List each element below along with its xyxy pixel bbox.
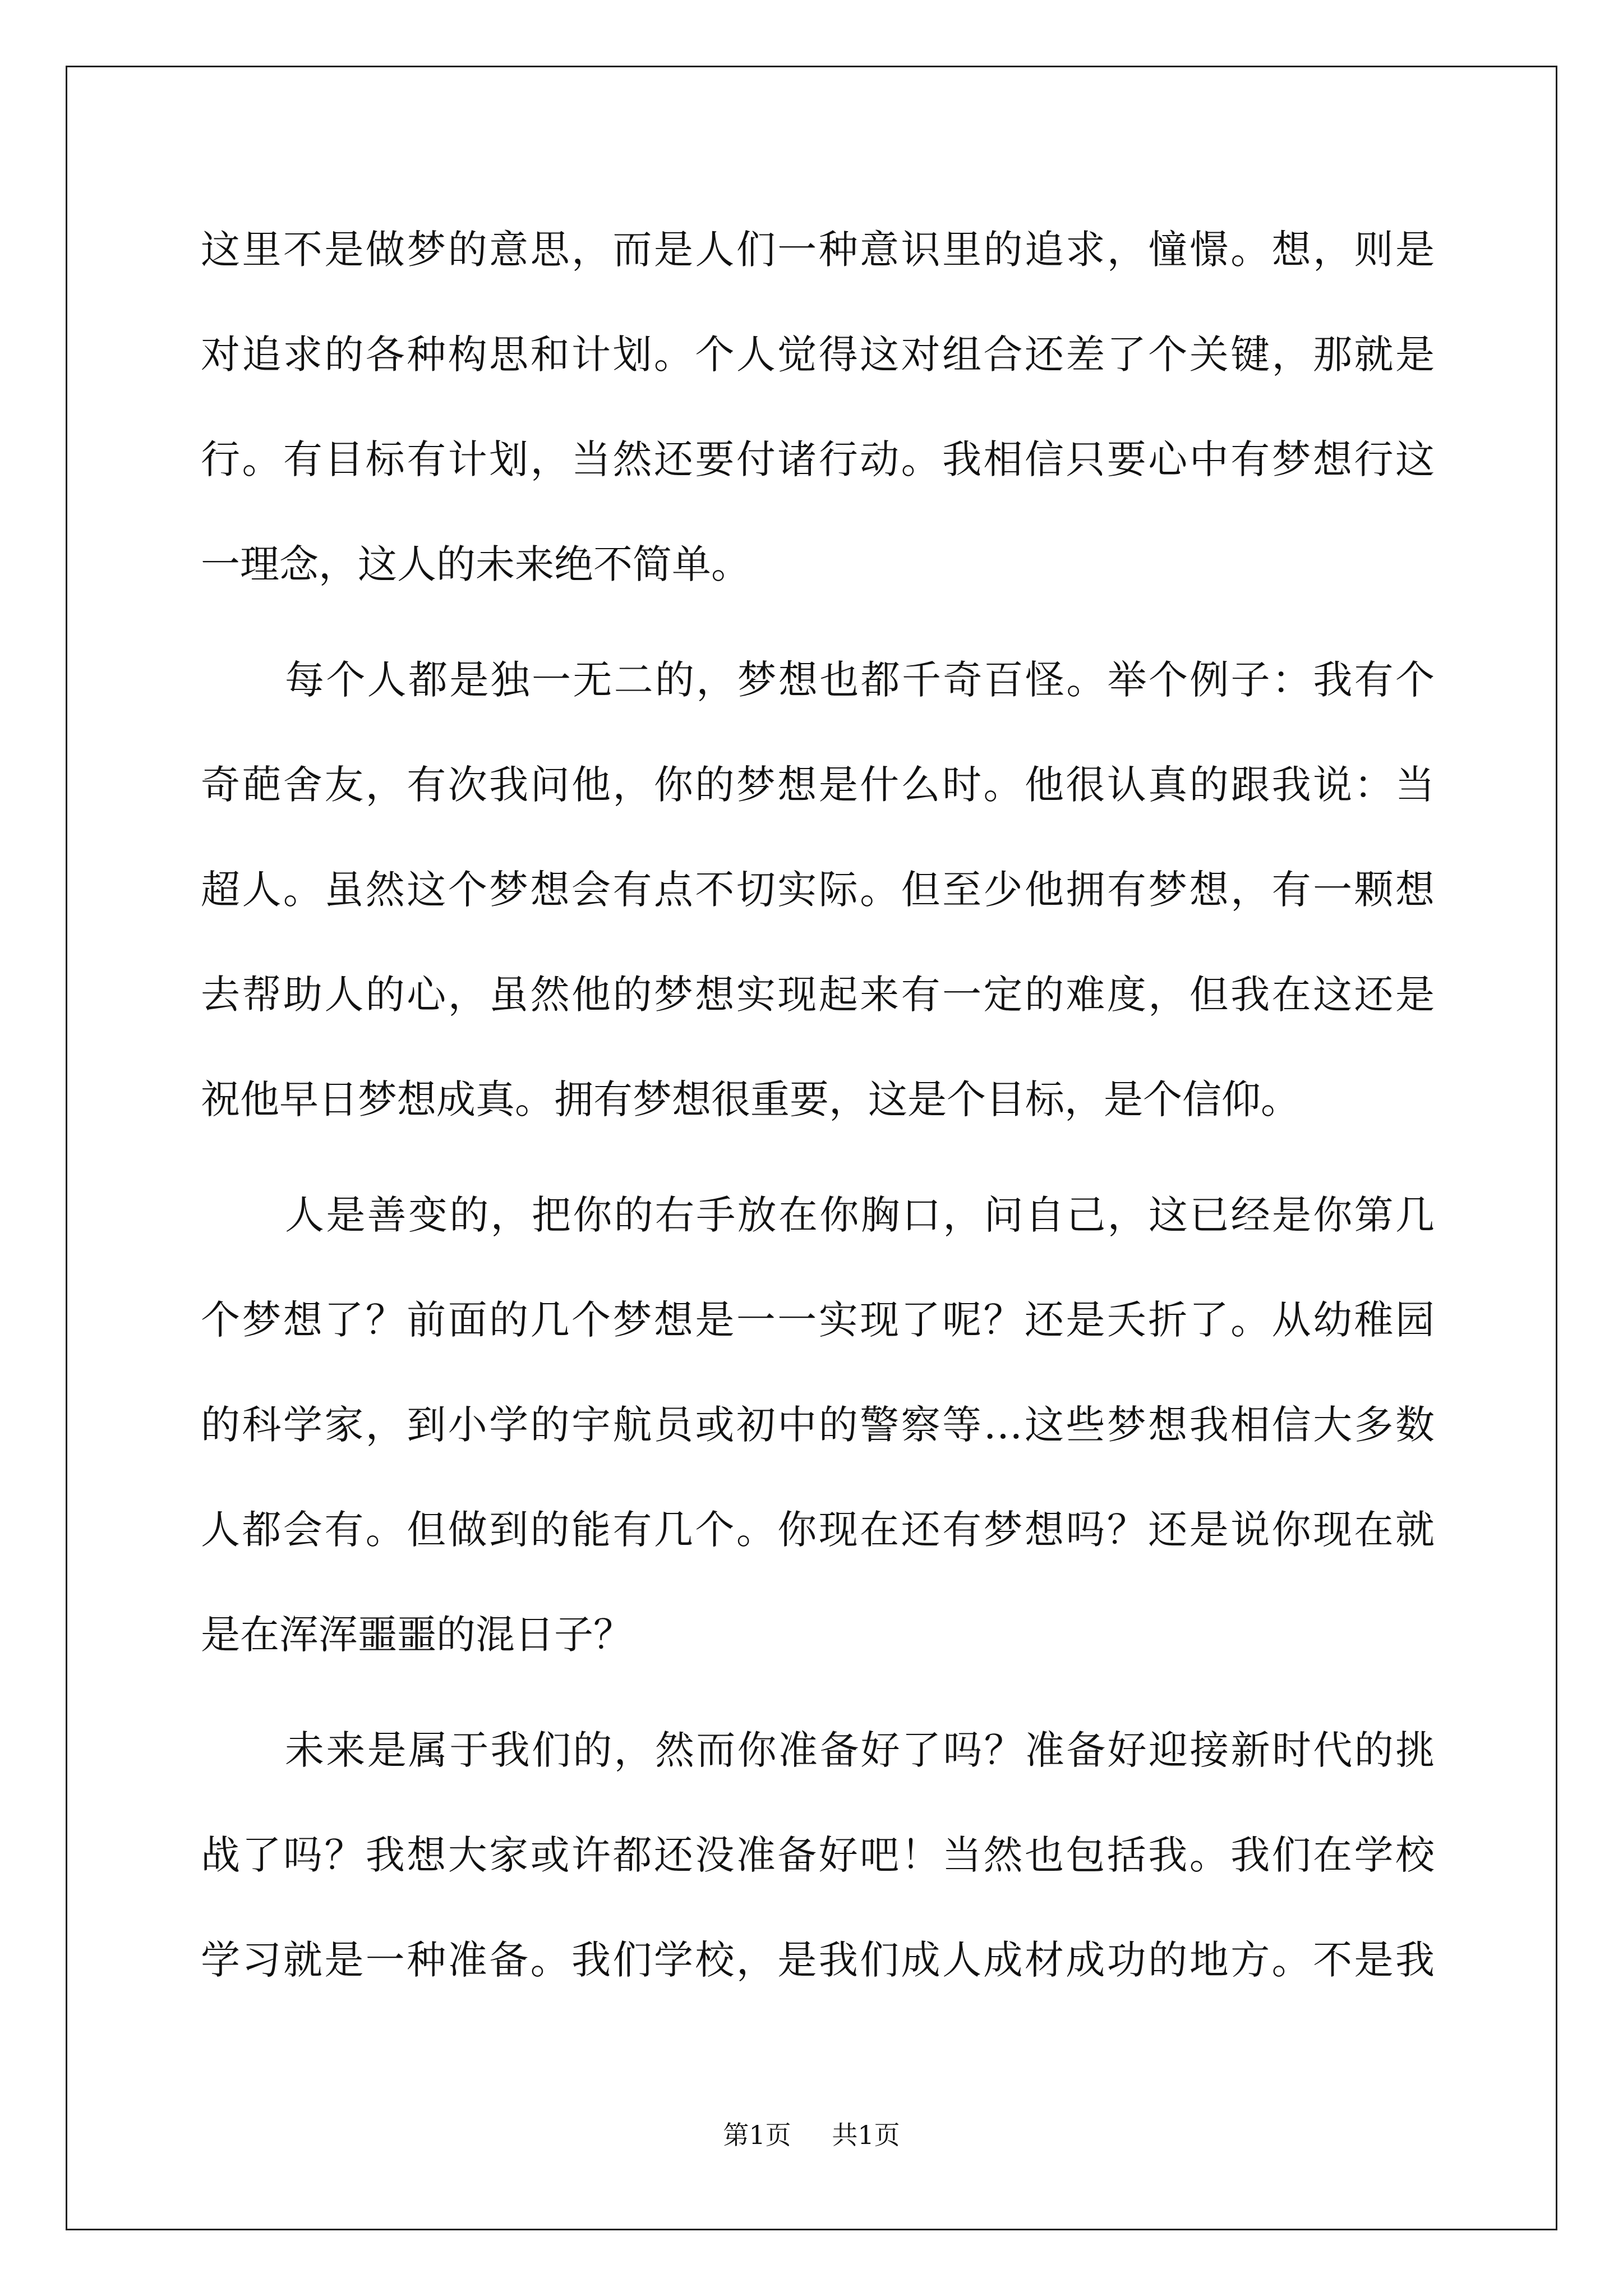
paragraph-1-line-1: 这里不是做梦的意思，而是人们一种意识里的追求，憧憬。想，则是 xyxy=(201,227,1435,273)
page-number-current: 第1页 xyxy=(723,2120,791,2150)
paragraph-gap xyxy=(201,627,1435,638)
paragraph-4-line-3: 学习就是一种准备。我们学校，是我们成人成材成功的地方。不是我 xyxy=(201,1937,1435,1983)
paragraph-2-line-4: 去帮助人的心，虽然他的梦想实现起来有一定的难度，但我在这还是 xyxy=(201,972,1435,1018)
paragraph-3-line-3: 的科学家，到小学的宇航员或初中的警察等…这些梦想我相信大多数 xyxy=(201,1402,1435,1448)
page-number-total: 共1页 xyxy=(832,2120,900,2150)
paragraph-gap xyxy=(201,1697,1435,1708)
paragraph-2-line-5: 祝他早日梦想成真。拥有梦想很重要，这是个目标，是个信仰。 xyxy=(201,1076,1300,1122)
paragraph-1-line-2: 对追求的各种构思和计划。个人觉得这对组合还差了个关键，那就是 xyxy=(201,332,1435,378)
paragraph-3-line-1: 人是善变的，把你的右手放在你胸口，问自己，这已经是你第几 xyxy=(285,1192,1435,1238)
paragraph-2-line-3: 超人。虽然这个梦想会有点不切实际。但至少他拥有梦想，有一颗想 xyxy=(201,867,1435,913)
paragraph-1-line-3: 行。有目标有计划，当然还要付诸行动。我相信只要心中有梦想行这 xyxy=(201,436,1435,482)
page-footer xyxy=(0,2118,1623,2152)
paragraph-1-line-4: 一理念，这人的未来绝不简单。 xyxy=(201,541,750,587)
paragraph-4-line-2: 战了吗？我想大家或许都还没准备好吧！当然也包括我。我们在学校 xyxy=(201,1832,1435,1878)
paragraph-3-line-4: 人都会有。但做到的能有几个。你现在还有梦想吗？还是说你现在就 xyxy=(201,1507,1435,1553)
paragraph-3-line-5: 是在浑浑噩噩的混日子？ xyxy=(201,1612,633,1658)
paragraph-2-line-1: 每个人都是独一无二的，梦想也都千奇百怪。举个例子：我有个 xyxy=(285,657,1435,703)
paragraph-2-line-2: 奇葩舍友，有次我问他，你的梦想是什么时。他很认真的跟我说：当 xyxy=(201,762,1435,808)
paragraph-gap xyxy=(201,1162,1435,1173)
paragraph-3-line-2: 个梦想了？前面的几个梦想是一一实现了呢？还是夭折了。从幼稚园 xyxy=(201,1297,1435,1343)
paragraph-4-line-1: 未来是属于我们的，然而你准备好了吗？准备好迎接新时代的挑 xyxy=(285,1727,1435,1773)
document-body xyxy=(201,208,1435,2023)
